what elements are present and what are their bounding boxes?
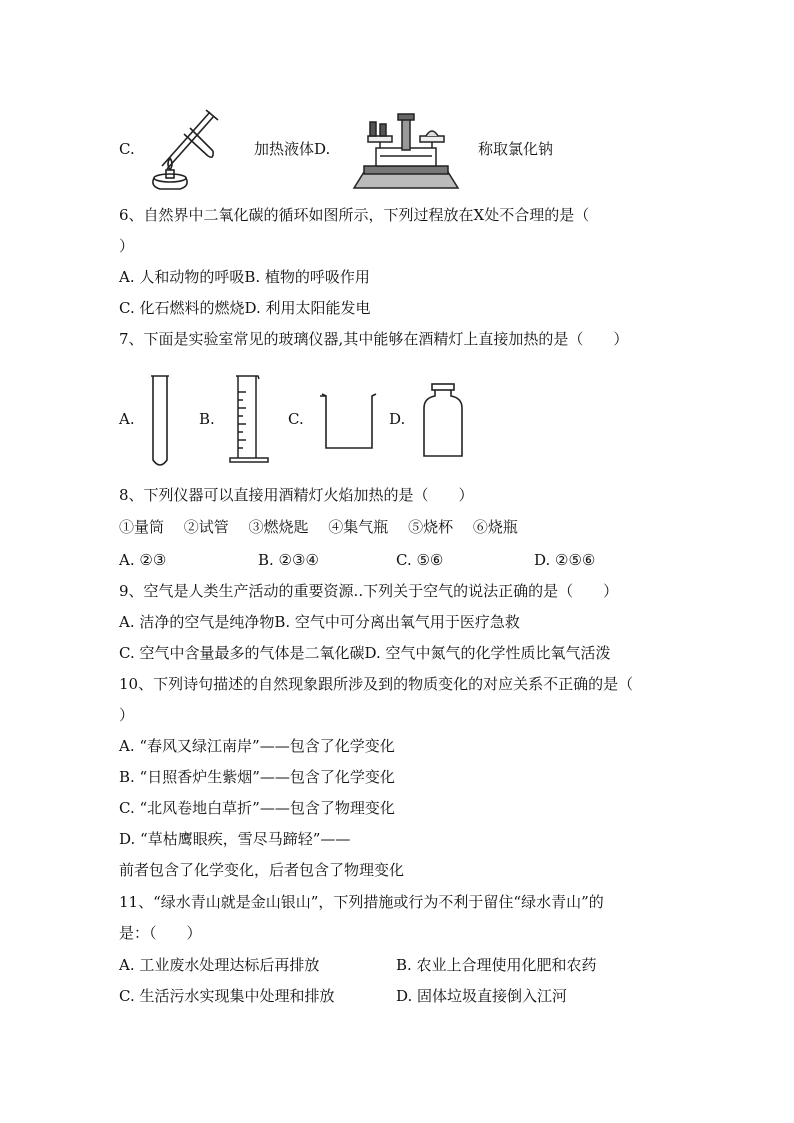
- q9-options-cd: C. 空气中含量最多的气体是二氧化碳D. 空气中氮气的化学性质比氧气活泼: [119, 644, 611, 662]
- q6-options-cd: C. 化石燃料的燃烧D. 利用太阳能发电: [119, 299, 371, 317]
- q11-option-c: C. 生活污水实现集中处理和排放: [119, 987, 335, 1005]
- q7-label-d: D.: [389, 410, 406, 428]
- q9-options-ab: A. 洁净的空气是纯净物B. 空气中可分离出氧气用于医疗急救: [119, 613, 520, 631]
- q11-option-d: D. 固体垃圾直接倒入江河: [396, 987, 568, 1005]
- q10-option-c: C. “北风卷地白草折”——包含了物理变化: [119, 799, 395, 817]
- q9-stem: 9、空气是人类生产活动的重要资源..下列关于空气的说法正确的是（ ）: [119, 582, 619, 600]
- q10-option-a: A. “春风又绿江南岸”——包含了化学变化: [119, 737, 395, 755]
- q7-stem: 7、下面是实验室常见的玻璃仪器,其中能够在酒精灯上直接加热的是（ ）: [119, 330, 629, 348]
- q10-option-d-continued: 前者包含了化学变化，后者包含了物理变化: [119, 861, 405, 879]
- balance-scale-illustration: [350, 112, 462, 192]
- q10-option-d: D. “草枯鹰眼疾，雪尽马蹄轻”——: [119, 830, 351, 848]
- q10-stem: 10、下列诗句描述的自然现象跟所涉及到的物质变化的对应关系不正确的是（: [119, 675, 634, 693]
- q11-option-a: A. 工业废水处理达标后再排放: [119, 956, 320, 974]
- q11-stem: 11、“绿水青山就是金山银山”，下列措施或行为不利于留住“绿水青山”的: [119, 893, 604, 911]
- q7-label-b: B.: [199, 410, 215, 428]
- test-tube-illustration: [148, 374, 172, 470]
- beaker-illustration: [318, 392, 378, 452]
- q8-items: ①量筒 ②试管 ③燃烧匙 ④集气瓶 ⑤烧杯 ⑥烧瓶: [119, 518, 518, 536]
- q8-option-d: D. ②⑤⑥: [534, 551, 596, 569]
- q7-label-a: A.: [119, 410, 135, 428]
- q6-stem-end: ）: [119, 237, 135, 255]
- q5-option-c-label: C.: [119, 140, 135, 158]
- q8-option-c: C. ⑤⑥: [396, 551, 444, 569]
- q7-label-c: C.: [288, 410, 304, 428]
- q8-option-b: B. ②③④: [258, 551, 319, 569]
- q10-stem-end: ）: [119, 706, 135, 724]
- q8-option-a: A. ②③: [119, 551, 167, 569]
- graduated-cylinder-illustration: [228, 374, 270, 466]
- q11-option-b: B. 农业上合理使用化肥和农药: [396, 956, 597, 974]
- heating-liquid-illustration: [148, 108, 226, 192]
- q8-stem: 8、下列仪器可以直接用酒精灯火焰加热的是（ ）: [119, 486, 474, 504]
- gas-jar-illustration: [420, 382, 466, 458]
- q6-options-ab: A. 人和动物的呼吸B. 植物的呼吸作用: [119, 268, 370, 286]
- q10-option-b: B. “日照香炉生紫烟”——包含了化学变化: [119, 768, 395, 786]
- q5-option-c-text: 加热液体D.: [254, 140, 331, 158]
- q5-option-d-text: 称取氯化钠: [478, 140, 554, 158]
- q11-stem-continued: 是：（ ）: [119, 924, 202, 942]
- q6-stem: 6、自然界中二氧化碳的循环如图所示，下列过程放在X处不合理的是（: [119, 206, 590, 224]
